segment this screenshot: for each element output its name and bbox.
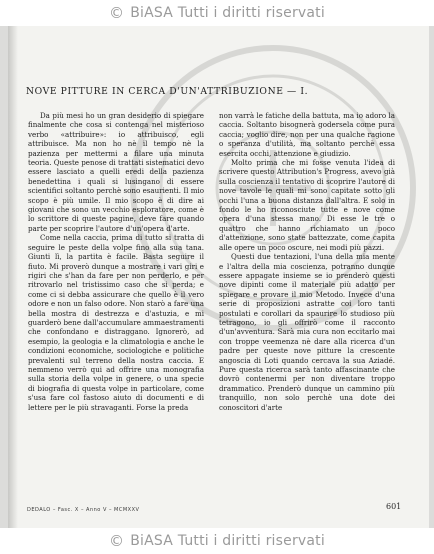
banner-label: BiASA Tutti i diritti riservati	[130, 5, 325, 21]
page-number: 601	[386, 502, 402, 511]
copyright-icon: ©	[109, 4, 125, 22]
right-column	[219, 111, 395, 412]
banner-text	[109, 4, 325, 22]
left-column	[28, 111, 204, 412]
paragraph: non varrà le fatiche della battuta, ma io adoro la caccia. Soltanto bisognerà godersela come pura caccia; voglio dire, non per una qualche ragione o speranza d'utilità, ma soltanto perchè essa esercita occhi, attenzione e giudizio.	[219, 111, 395, 158]
banner-text	[109, 532, 325, 550]
scanned-page	[8, 26, 429, 528]
paragraph: Molto prima che mi fosse venuta l'idea di scrivere questo Attribution's Progress, avevo già sulla coscienza il tentativo di scoprire l'autore di nove tavole le quali mi sono capitate sotto gli occhi l'una a buona distanza dall'altra. E solo in fondo le ho riconosciute tutte e nove come opera d'una stessa mano. Di esse le tre o quattro che hanno richiamato un poco d'attenzione, sono state battezzate, come capita alle opere un poco oscure, nei modi più pazzi.	[219, 158, 395, 252]
top-rights-banner	[0, 0, 434, 26]
banner-label: BiASA Tutti i diritti riservati	[130, 533, 325, 549]
bottom-rights-banner	[0, 528, 434, 554]
article-title: NOVE PITTURE IN CERCA D'UN'ATTRIBUZIONE — I.	[26, 86, 309, 97]
paragraph: Questi due tentazioni, l'una della mia mente e l'altra della mia coscienza, potranno dunque essere appagate insieme se io prenderò questi nove dipinti come il materiale più adatto per spiegare e provare il mio Metodo. Invece d'una serie di proposizioni astratte coi loro tanti postulati e corollari da spaurire lo studioso più tetragono, io gli offrirò come il racconto d'un'avventura. Sarà mia cura non eccitarlo mai con troppe veemenza nè dare alla ricerca d'un padre per queste nove pitture la crescente angoscia di Loti quando cercava la sua Aziadé. Pure questa ricerca sarà tanto affascinante che dovrò contenermi per non diventare troppo drammatico. Prenderò dunque un cammino più tranquillo, non solo perchè una dote dei conoscitori d'arte	[219, 252, 395, 412]
journal-footer: DEDALO – Fasc. X – Anno V – MCMXXV	[27, 507, 140, 513]
paragraph: Da più mesi ho un gran desiderio di spiegare finalmente che cosa si contenga nel misterioso verbo «attribuire»: io attribuisco, egli attribuisce. Ma non ho nè il tempo nè la pazienza per mettermi a filare una minuta teoria. Queste penose di trattati sistematici devo essere lasciato a quelli eredi della pazienza benedettina i quali si lusingano di essere scientifici soltanto perchè sono esaurienti. Il mio scopo è più umile. Il mio scopo è di dire ai giovani che sono un vecchio esploratore, come è lo scrittore di queste pagine, deve fare quando parte per scoprire l'autore d'un'opera d'arte.	[28, 111, 204, 233]
paragraph: Come nella caccia, prima di tutto si tratta di seguire le peste della volpe fino alla sua tana. Giunti lì, la partita è facile. Basta seguire il fiuto. Mi proverò dunque a mostrare i vari giri e rigiri che s'han da fare per non perderlo, e per ritrovarlo nel tristissimo caso che si perda; e come ci si debba assicurare che quello è il vero odore e non un falso odore. Non starò a fare una bella mostra di destrezza e d'astuzia, e mi guarderò bene dall'accumulare ammaestramenti che confondano e distraggano. Ignorerò, ad esempio, la geologia e la climatologia e anche le condizioni economiche, sociologiche e politiche prevalenti sul terreno della nostra caccia. E nemmeno verrò qui ad offrire una monografia sulla storia della volpe in genere, o una specie di biografia di questa volpe in particolare, come s'usa fare col fastoso aiuto di documenti e di lettere per le più stravaganti. Forse la preda	[28, 233, 204, 412]
copyright-icon: ©	[109, 532, 125, 550]
